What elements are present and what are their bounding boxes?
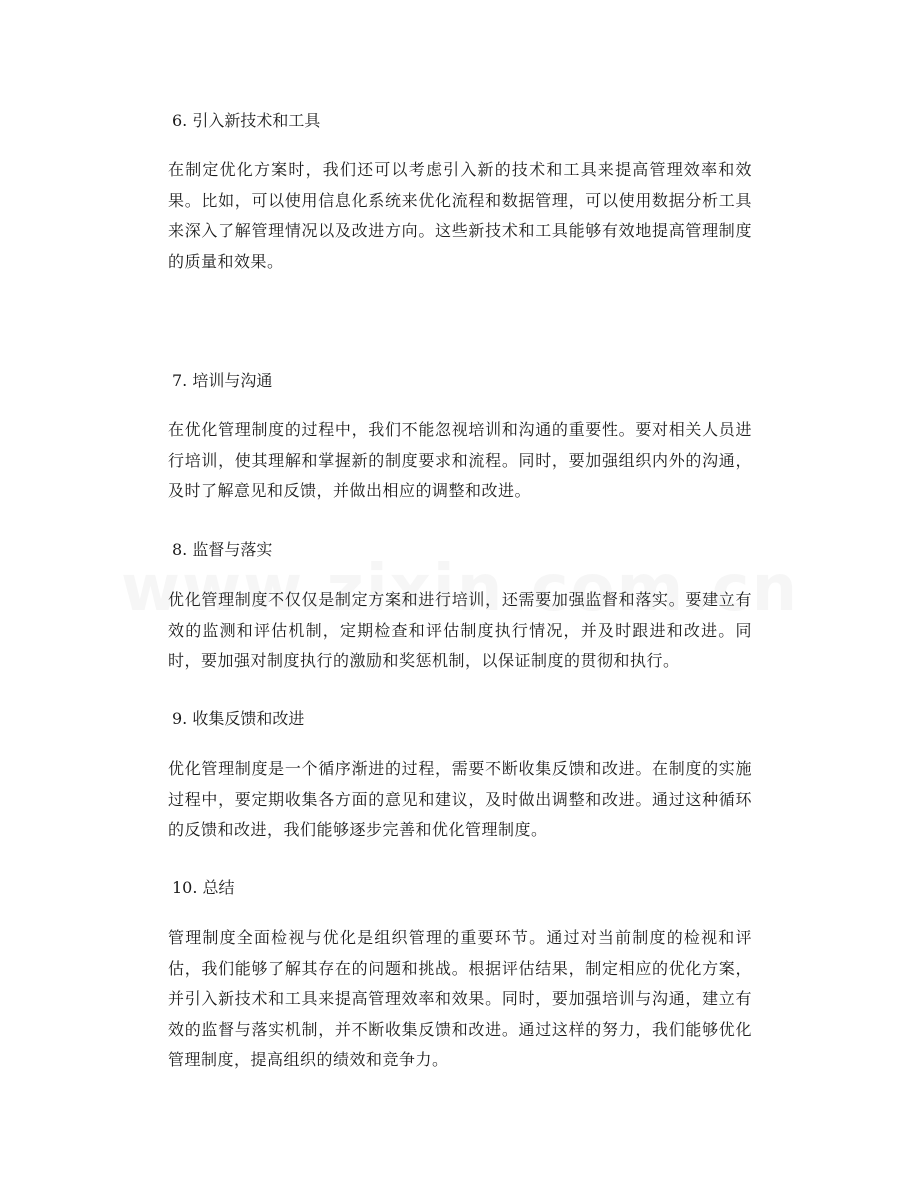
section-heading-9: 9. 收集反馈和改进 (172, 709, 305, 728)
section-heading-10: 10. 总结 (172, 878, 235, 897)
section-heading-7: 7. 培训与沟通 (172, 371, 273, 390)
section-body-9: 优化管理制度是一个循序渐进的过程，需要不断收集反馈和改进。在制度的实施过程中，要定期收集各方面的意见和建议，及时做出调整和改进。通过这种循环的反馈和改进，我们能够逐步完善和优化管理制度。 (168, 759, 752, 839)
section-body-8: 优化管理制度不仅仅是制定方案和进行培训，还需要加强监督和落实。要建立有效的监测和评估机制，定期检查和评估制度执行情况，并及时跟进和改进。同时，要加强对制度执行的激励和奖惩机制，以保证制度的贯彻和执行。 (168, 590, 752, 670)
section-body-6: 在制定优化方案时，我们还可以考虑引入新的技术和工具来提高管理效率和效果。比如，可以使用信息化系统来优化流程和数据管理，可以使用数据分析工具来深入了解管理情况以及改进方向。这些新技术和工具能够有效地提高管理制度的质量和效果。 (168, 160, 752, 271)
section-body-7: 在优化管理制度的过程中，我们不能忽视培训和沟通的重要性。要对相关人员进行培训，使其理解和掌握新的制度要求和流程。同时，要加强组织内外的沟通，及时了解意见和反馈，并做出相应的调整和改进。 (168, 420, 752, 500)
section-heading-6: 6. 引入新技术和工具 (172, 111, 321, 130)
section-heading-8: 8. 监督与落实 (172, 540, 273, 559)
section-body-10: 管理制度全面检视与优化是组织管理的重要环节。通过对当前制度的检视和评估，我们能够了解其存在的问题和挑战。根据评估结果，制定相应的优化方案，并引入新技术和工具来提高管理效率和效果。同时，要加强培训与沟通，建立有效的监督与落实机制，并不断收集反馈和改进。通过这样的努力，我们能够优化管理制度，提高组织的绩效和竞争力。 (168, 928, 752, 1069)
